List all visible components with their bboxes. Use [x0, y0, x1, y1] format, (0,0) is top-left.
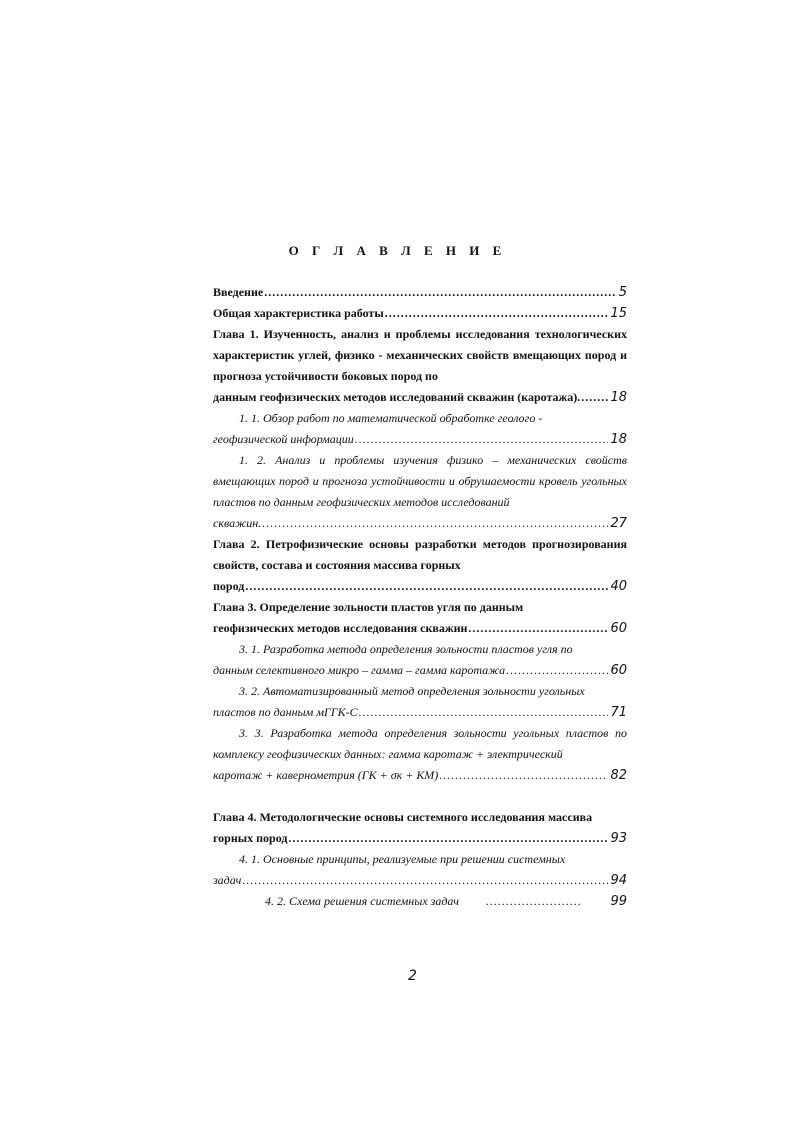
table-of-contents [213, 282, 627, 912]
page-ref: 27 [610, 516, 627, 531]
page-number: 2 [408, 968, 417, 984]
toc-entry-3-1: 3. 1. Разработка метода определения зольности пластов угля по данным селективного микро – гамма – гамма каротажа ..... 60 [213, 639, 627, 681]
toc-entry-3-3: 3. 3. Разработка метода определения зольности угольных пластов по комплексу геофизических данных: гамма каротаж + электрический каротаж + кавернометрия (ГК + σк + КМ) ..... 82 [213, 723, 627, 786]
toc-entry-chapter-4: Глава 4. Методологические основы системного исследования массива горных пород ..... 93 [213, 807, 627, 849]
toc-entry-introduction: Введение ..... 5 [213, 282, 627, 303]
page-ref: 15 [610, 306, 627, 321]
page-ref: 93 [610, 831, 627, 846]
toc-entry-4-1: 4. 1. Основные принципы, реализуемые при решении системных задач ..... 94 [213, 849, 627, 891]
page-ref: 99 [610, 894, 627, 909]
toc-entry-chapter-2: Глава 2. Петрофизические основы разработки методов прогнозирования свойств, состава и состояния массива горных пород ..... 40 [213, 534, 627, 597]
page-ref: 40 [610, 579, 627, 594]
page-ref: 5 [618, 285, 627, 300]
toc-entry-chapter-1: Глава 1. Изученность, анализ и проблемы исследования технологических характеристик углей, физико - механических свойств вмещающих пород и прогноза устойчивости боковых пород по данным геофизических методов исследований скважин (каротажа). ..... 18 [213, 324, 627, 408]
page-ref: 71 [610, 705, 627, 720]
page-ref: 82 [610, 768, 627, 783]
toc-entry-4-2: 4. 2. Схема решения системных задач ..... 99 [213, 891, 627, 912]
toc-entry-3-2: 3. 2. Автоматизированный метод определения зольности угольных пластов по данным мГГК-С ..... 71 [213, 681, 627, 723]
page-ref: 60 [610, 663, 627, 678]
toc-entry-chapter-3: Глава 3. Определение зольности пластов угля по данным геофизических методов исследования скважин ..... 60 [213, 597, 627, 639]
toc-entry-1-2: 1. 2. Анализ и проблемы изучения физико – механических свойств вмещающих пород и прогноза устойчивости и обрушаемости кровель угольных пластов по данным геофизических методов исследований скважин. ..... 27 [213, 450, 627, 534]
page-ref: 60 [610, 621, 627, 636]
page-ref: 18 [610, 432, 627, 447]
toc-entry-1-1: 1. 1. Обзор работ по математической обработке геолого - геофизической информации ..... 18 [213, 408, 627, 450]
toc-entry-general: Общая характеристика работы ..... 15 [213, 303, 627, 324]
page-ref: 18 [610, 390, 627, 405]
toc-title: О Г Л А В Л Е Н И Е [288, 243, 507, 258]
page-ref: 94 [610, 873, 627, 888]
